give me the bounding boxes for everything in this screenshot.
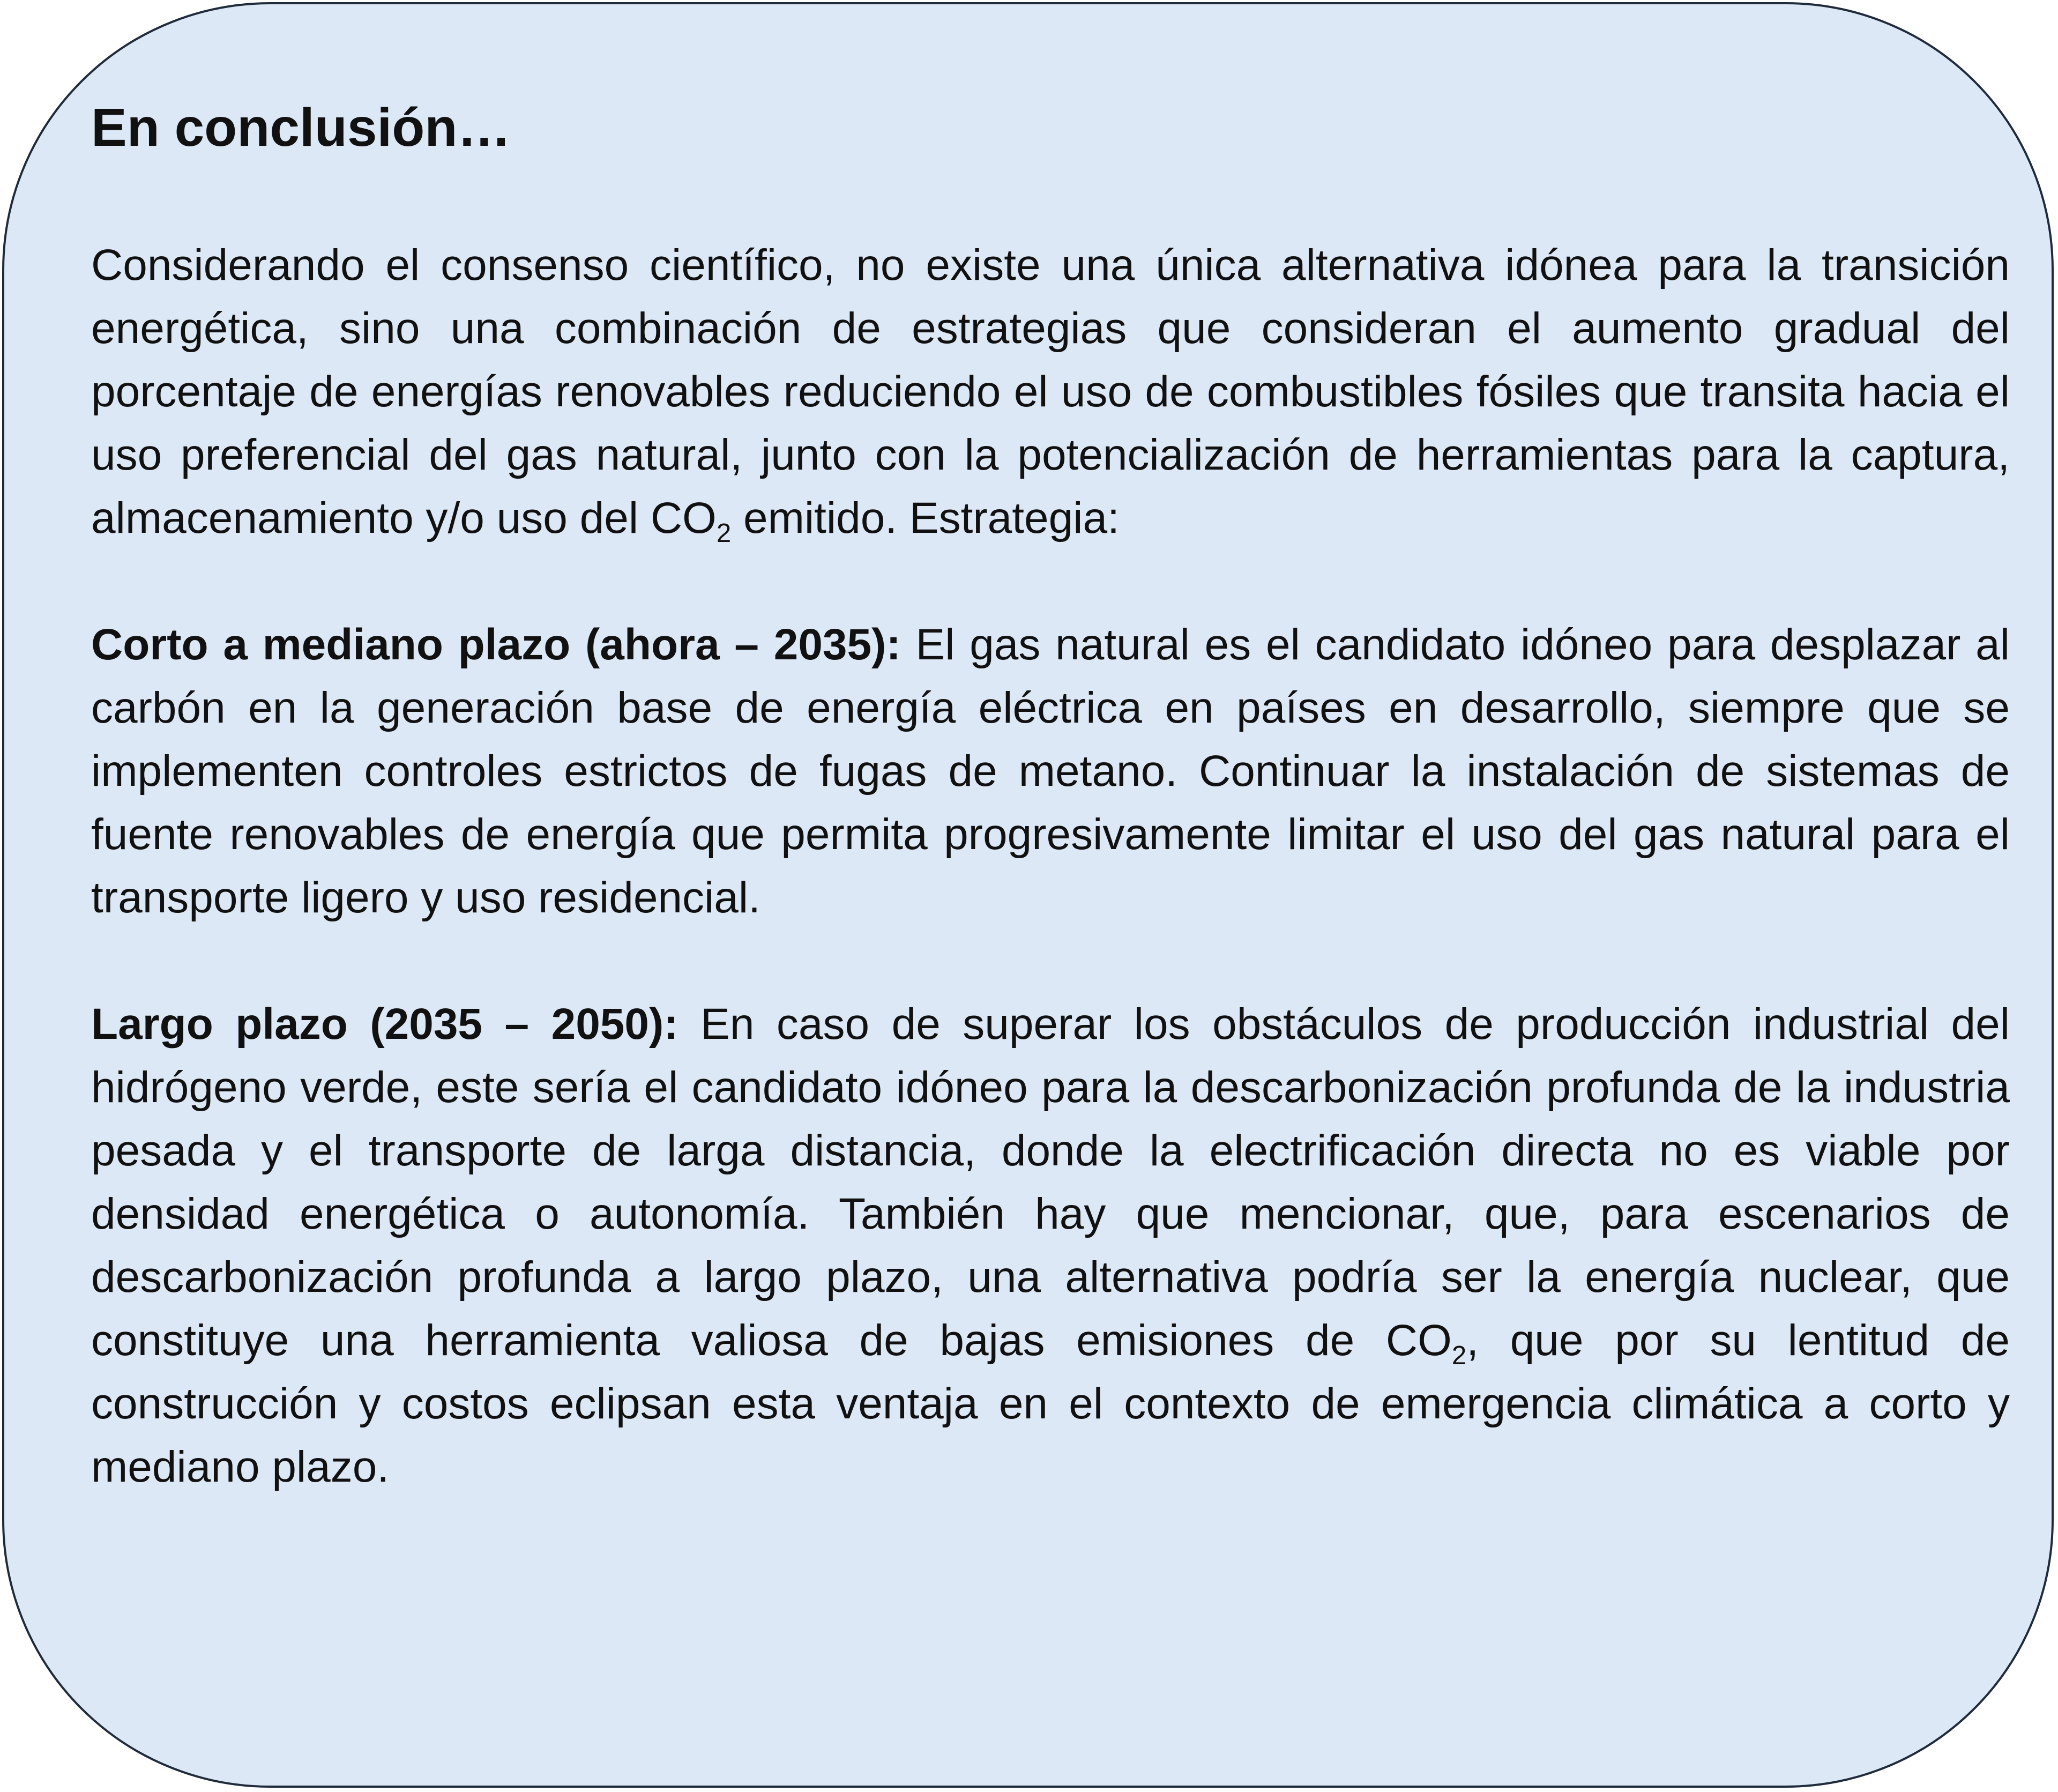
conclusion-content: [91, 85, 2010, 1562]
co2-subscript: 2: [1451, 1341, 1467, 1371]
co2-subscript: 2: [716, 518, 732, 548]
intro-paragraph: [91, 234, 2010, 550]
intro-text-end: emitido. Estrategia:: [731, 494, 1120, 542]
long-term-paragraph: [91, 993, 2010, 1499]
short-term-paragraph: [91, 613, 2010, 930]
long-term-text-end: , que por su lentitud de construcción y costos eclipsan esta ventaja en el contexto de emergencia climática a corto y mediano plazo.: [91, 1316, 2010, 1491]
short-term-label: Corto a mediano plazo (ahora – 2035):: [91, 620, 901, 669]
conclusion-panel: [2, 2, 2054, 1788]
conclusion-title: En conclusión…: [91, 98, 511, 158]
long-term-text: En caso de superar los obstáculos de producción industrial del hidrógeno verde, este sería el candidato idóneo para la descarbonización profunda de la industria pesada y el transporte de larga distancia, donde la electrificación directa no es viable por densidad energética o autonomía. También hay que mencionar, que, para escenarios de descarbonización profunda a largo plazo, una alternativa podría ser la energía nuclear, que constituye una herramienta valiosa de bajas emisiones de CO: [91, 1000, 2010, 1365]
intro-text: Considerando el consenso científico, no existe una única alternativa idónea para la transición energética, sino una combinación de estrategias que consideran el aumento gradual del porcentaje de energías renovables reduciendo el uso de combustibles fósiles que transita hacia el uso preferencial del gas natural, junto con la potencialización de herramientas para la captura, almacenamiento y/o uso del CO: [91, 241, 2010, 542]
short-term-text: El gas natural es el candidato idóneo para desplazar al carbón en la generación base de energía eléctrica en países en desarrollo, siempre que se implementen controles estrictos de fugas de metano. Continuar la instalación de sistemas de fuente renovables de energía que permita progresivamente limitar el uso del gas natural para el transporte ligero y uso residencial.: [91, 620, 2010, 922]
long-term-label: Largo plazo (2035 – 2050):: [91, 1000, 678, 1049]
